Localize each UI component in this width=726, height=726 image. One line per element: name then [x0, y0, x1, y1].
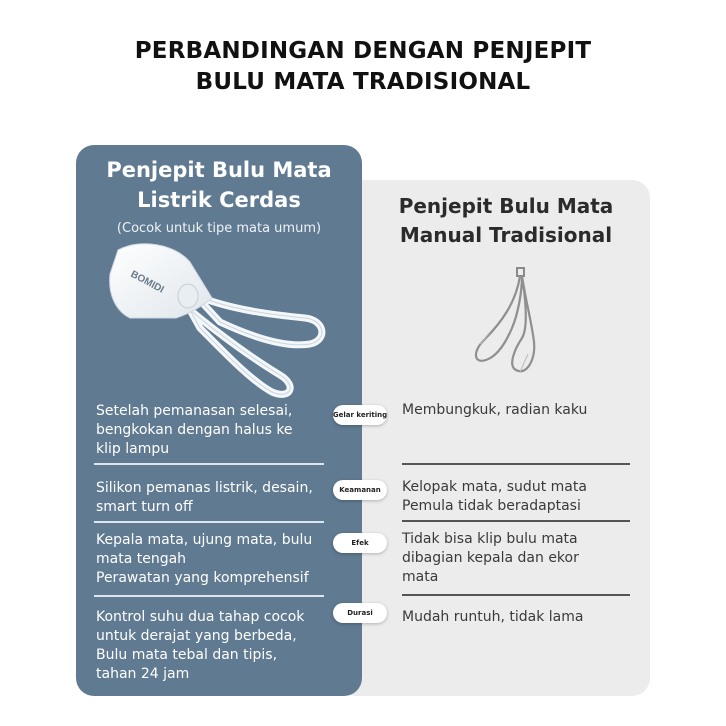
- curler-brand: BOMIDI: [128, 268, 166, 296]
- electric-row-3-line-2: mata tengah: [96, 551, 187, 567]
- electric-divider: [94, 595, 324, 597]
- electric-heading-line-2: Listrik Cerdas: [137, 188, 301, 212]
- electric-subtitle: (Cocok untuk tipe mata umum): [116, 221, 322, 236]
- electric-row-2: [96, 479, 336, 517]
- traditional-row-1: [402, 401, 634, 420]
- electric-row-1-line-1: Setelah pemanasan selesai,: [96, 403, 293, 419]
- criteria-pill-curl: Gelar keriting: [333, 405, 387, 425]
- traditional-row-2: [402, 478, 634, 516]
- traditional-row-3: [402, 530, 634, 587]
- electric-row-4-line-3: Bulu mata tebal dan tipis,: [96, 647, 278, 663]
- electric-row-4-line-4: tahan 24 jam: [96, 666, 190, 682]
- electric-divider: [94, 463, 324, 465]
- page-title: [0, 36, 726, 98]
- traditional-row-4: [402, 608, 634, 627]
- traditional-row-4-line-1: Mudah runtuh, tidak lama: [402, 609, 584, 625]
- traditional-divider: [402, 463, 630, 465]
- electric-row-2-line-1: Silikon pemanas listrik, desain,: [96, 480, 313, 496]
- traditional-heading: [362, 192, 650, 250]
- electric-row-4-line-2: untuk derajat yang berbeda,: [96, 628, 297, 644]
- traditional-heading-line-1: Penjepit Bulu Mata: [398, 194, 614, 218]
- electric-heading-line-1: Penjepit Bulu Mata: [106, 158, 332, 182]
- traditional-row-3-line-2: dibagian kepala dan ekor: [402, 550, 579, 566]
- electric-row-3-line-1: Kepala mata, ujung mata, bulu: [96, 532, 313, 548]
- criteria-pill-safety: Keamanan: [333, 480, 387, 500]
- electric-row-4-line-1: Kontrol suhu dua tahap cocok: [96, 609, 305, 625]
- electric-curler-image: [100, 240, 330, 400]
- electric-row-4: [96, 608, 336, 684]
- electric-row-1-line-3: klip lampu: [96, 441, 170, 457]
- electric-row-1: [96, 402, 336, 459]
- manual-curler-image: [462, 262, 552, 382]
- electric-heading: [76, 155, 362, 215]
- criteria-pill-effect: Efek: [333, 533, 387, 553]
- electric-row-3: [96, 531, 336, 588]
- traditional-row-3-line-3: mata: [402, 569, 439, 585]
- electric-row-3-line-3: Perawatan yang komprehensif: [96, 570, 309, 586]
- traditional-row-2-line-2: Pemula tidak beradaptasi: [402, 498, 581, 514]
- page-title-line-2: BULU MATA TRADISIONAL: [195, 69, 531, 95]
- traditional-divider: [402, 594, 630, 596]
- page-title-line-1: PERBANDINGAN DENGAN PENJEPIT: [134, 38, 592, 64]
- traditional-row-2-line-1: Kelopak mata, sudut mata: [402, 479, 587, 495]
- electric-row-1-line-2: bengkokan dengan halus ke: [96, 422, 293, 438]
- electric-divider: [94, 521, 324, 523]
- traditional-row-1-line-1: Membungkuk, radian kaku: [402, 402, 588, 418]
- traditional-row-3-line-1: Tidak bisa klip bulu mata: [402, 531, 578, 547]
- traditional-heading-line-2: Manual Tradisional: [399, 223, 613, 247]
- traditional-divider: [402, 520, 630, 522]
- criteria-pill-duration: Durasi: [333, 603, 387, 623]
- electric-row-2-line-2: smart turn off: [96, 499, 193, 515]
